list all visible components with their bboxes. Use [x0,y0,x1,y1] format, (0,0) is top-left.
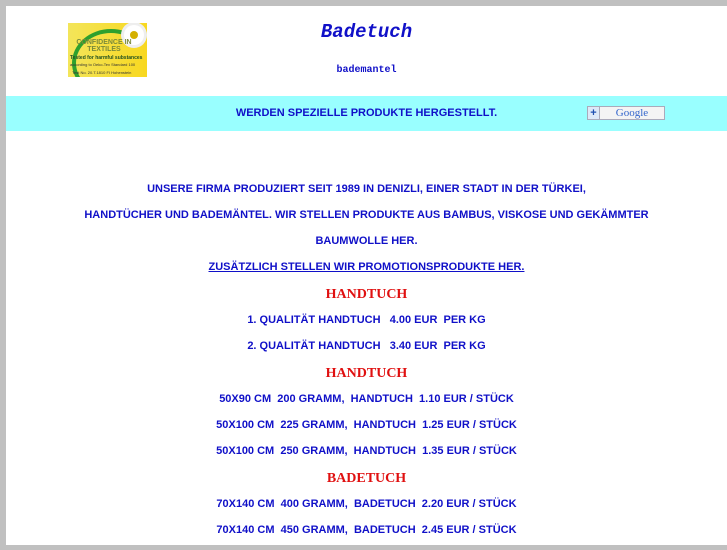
section-heading: BADETUCH [326,471,407,486]
price-line: 50X90 CM 200 GRAMM, HANDTUCH 1.10 EUR / STÜCK [219,393,514,405]
price-line: 50X100 CM 250 GRAMM, HANDTUCH 1.35 EUR / STÜCK [216,445,517,457]
price-line: 50X100 CM 225 GRAMM, HANDTUCH 1.25 EUR / STÜCK [216,419,517,431]
intro-line: UNSERE FIRMA PRODUZIERT SEIT 1989 IN DENIZLI, EINER STADT IN DER TÜRKEI, [147,183,586,195]
plus-icon: + [588,107,600,119]
price-line: 70X140 CM 400 GRAMM, BADETUCH 2.20 EUR / STÜCK [216,498,517,510]
banner [6,96,727,131]
banner-text: WERDEN SPEZIELLE PRODUKTE HERGESTELLT. [235,107,498,119]
page-subtitle: bademantel [336,65,397,76]
google-label: Google [615,107,649,119]
price-line: 2. QUALITÄT HANDTUCH 3.40 EUR PER KG [247,340,486,352]
content [6,183,727,550]
page [6,6,727,545]
oeko-tex-logo: CONFIDENCE IN TEXTILES Tested for harmful substances according to Oeko-Tex Standard 100 Test No. 20.T.1810 FI Hohenstein [68,23,147,77]
section-heading: HANDTUCH [325,366,408,381]
google-plus-button[interactable] [587,106,665,120]
promotion-link[interactable]: ZUSÄTZLICH STELLEN WIR PROMOTIONSPRODUKTE HER. [208,261,525,273]
page-title: Badetuch [320,21,413,43]
section-heading: HANDTUCH [325,287,408,302]
price-line: 1. QUALITÄT HANDTUCH 4.00 EUR PER KG [247,314,486,326]
price-line: 70X140 CM 450 GRAMM, BADETUCH 2.45 EUR / STÜCK [216,524,517,536]
intro-line: BAUMWOLLE HER. [315,235,418,247]
intro-line: HANDTÜCHER UND BADEMÄNTEL. WIR STELLEN PRODUKTE AUS BAMBUS, VISKOSE UND GEKÄMMTER [84,209,649,221]
